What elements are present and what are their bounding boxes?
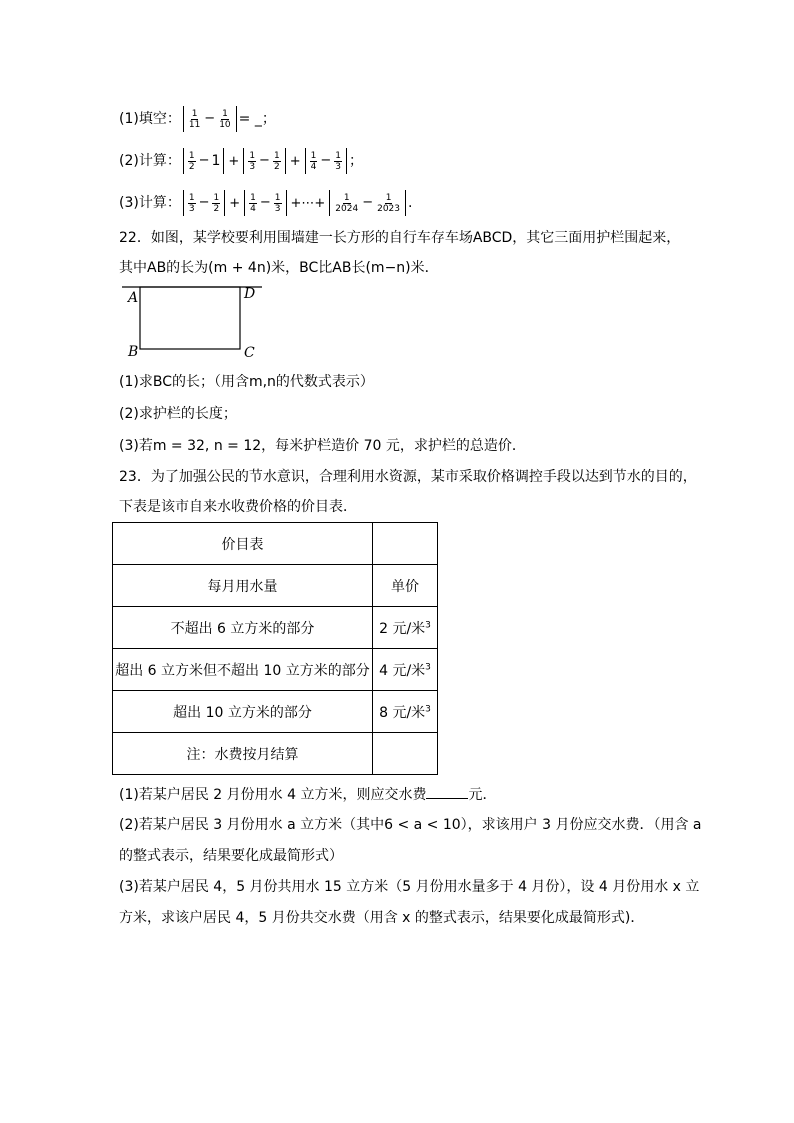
price-text: 8 元/米 [379,704,426,721]
price-text: 4 元/米 [379,662,426,679]
price-unit-exponent: 3 [425,619,431,630]
q22-line2: 其中AB的长为(m + 4n)米，BC比AB长(m−n)米． [119,260,439,276]
table-cell-price [373,691,438,733]
q23-part1-text: (1)若某户居民 2 月份用水 4 立方米，则应交水费 [119,787,427,803]
price-text: 2 元/米 [379,620,426,637]
plus-sign: + [289,154,301,169]
abs-expression: $\frac{1}{11}$ − $\frac{1}{10}$ [183,106,237,132]
table-cell-price [373,523,438,565]
q21-part1-tail: = _； [238,111,276,127]
price-text: 单价 [391,578,419,595]
table-cell-usage: 注：水费按月结算 [113,733,373,775]
table-row [113,733,438,775]
q21-part2 [119,148,363,174]
table-row [113,649,438,691]
abs-expression: $\frac{1}{2}$ − 1 [183,148,225,174]
fraction: $\frac{1}{3}$ [335,150,341,172]
q22-part2: (2)求护栏的长度； [119,406,237,422]
label-d: D [244,286,256,302]
fraction: $\frac{1}{10}$ [219,108,231,130]
abs-expression: $\frac{1}{3}$ − $\frac{1}{2}$ [243,148,285,174]
number-one: 1 [211,153,221,169]
q22-part3: (3)若m = 32, n = 12，每米护栏造价 70 元，求护栏的总造价． [119,438,526,454]
fraction: $\frac{1}{3}$ [274,192,281,214]
period: . [408,195,413,211]
label-a: A [128,290,139,306]
q23-part2-line1: (2)若某户居民 3 月份用水 a 立方米（其中6 < a < 10），求该用户 3 月份应交水费．（用含 a [119,817,702,833]
q21-part1 [119,106,276,132]
fraction: $\frac{1}{3}$ [188,192,195,214]
price-table [112,522,438,775]
answer-blank[interactable] [426,784,468,799]
rectangle-abcd [140,287,240,349]
table-cell-usage: 每月用水量 [113,565,373,607]
rectangle-diagram [122,282,272,364]
q23-part2-line2: 的整式表示，结果要化成最简形式） [119,848,343,864]
q21-part3-label: (3)计算： [119,195,181,211]
table-cell-price [373,733,438,775]
q21-part1-label: (1)填空： [119,111,181,127]
table-cell-usage: 超出 10 立方米的部分 [113,691,373,733]
q23-line2: 下表是该市自来水收费价格的价目表． [119,499,357,515]
fraction: $\frac{1}{2}$ [273,150,280,172]
fraction: $\frac{1}{2024}$ [335,192,359,214]
table-cell-price [373,565,438,607]
q23-part1 [119,784,496,805]
price-unit-exponent: 3 [425,703,431,714]
table-row [113,607,438,649]
table-cell-usage: 超出 6 立方米但不超出 10 立方米的部分 [113,649,373,691]
q22-line1: 22．如图，某学校要利用围墙建一长方形的自行车存车场ABCD，其它三面用护栏围起来， [119,230,681,246]
table-cell-usage: 价目表 [113,523,373,565]
ellipsis: +⋯+ [290,196,326,211]
fraction: $\frac{1}{2023}$ [377,192,401,214]
table-cell-price [373,649,438,691]
table-row [113,691,438,733]
table-row [113,565,438,607]
q21-part2-label: (2)计算： [119,153,181,169]
plus-sign: + [228,154,240,169]
abs-expression: $\frac{1}{4}$ − $\frac{1}{3}$ [305,148,347,174]
label-c: C [244,345,255,361]
q23-part3-line2: 方米，求该户居民 4，5 月份共交水费（用含 x 的整式表示，结果要化成最简形式)． [119,910,645,926]
abs-expression: $\frac{1}{4}$ − $\frac{1}{3}$ [244,190,286,216]
plus-sign: + [229,196,241,211]
fraction: $\frac{1}{3}$ [249,150,256,172]
q21-part3 [119,190,412,216]
semicolon: ； [348,153,363,169]
fraction: $\frac{1}{11}$ [188,108,201,130]
price-unit-exponent: 3 [425,661,431,672]
table-cell-usage: 不超出 6 立方米的部分 [113,607,373,649]
abs-expression: $\frac{1}{2024}$ − $\frac{1}{2023}$ [329,190,406,216]
fraction: $\frac{1}{2}$ [188,150,195,172]
fraction: $\frac{1}{4}$ [310,150,317,172]
fraction: $\frac{1}{2}$ [213,192,220,214]
q23-line1: 23．为了加强公民的节水意识，合理利用水资源，某市采取价格调控手段以达到节水的目的， [119,469,697,485]
fraction: $\frac{1}{4}$ [250,192,256,214]
table-cell-price [373,607,438,649]
q23-part3-line1: (3)若某户居民 4，5 月份共用水 15 立方米（5 月份用水量多于 4 月份），设 4 月份用水 x 立 [119,879,700,895]
abs-expression: $\frac{1}{3}$ − $\frac{1}{2}$ [183,190,225,216]
table-row [113,523,438,565]
q22-part1: (1)求BC的长；（用含m,n的代数式表示） [119,374,374,390]
q23-part1-unit: 元． [468,787,497,803]
label-b: B [128,344,139,360]
